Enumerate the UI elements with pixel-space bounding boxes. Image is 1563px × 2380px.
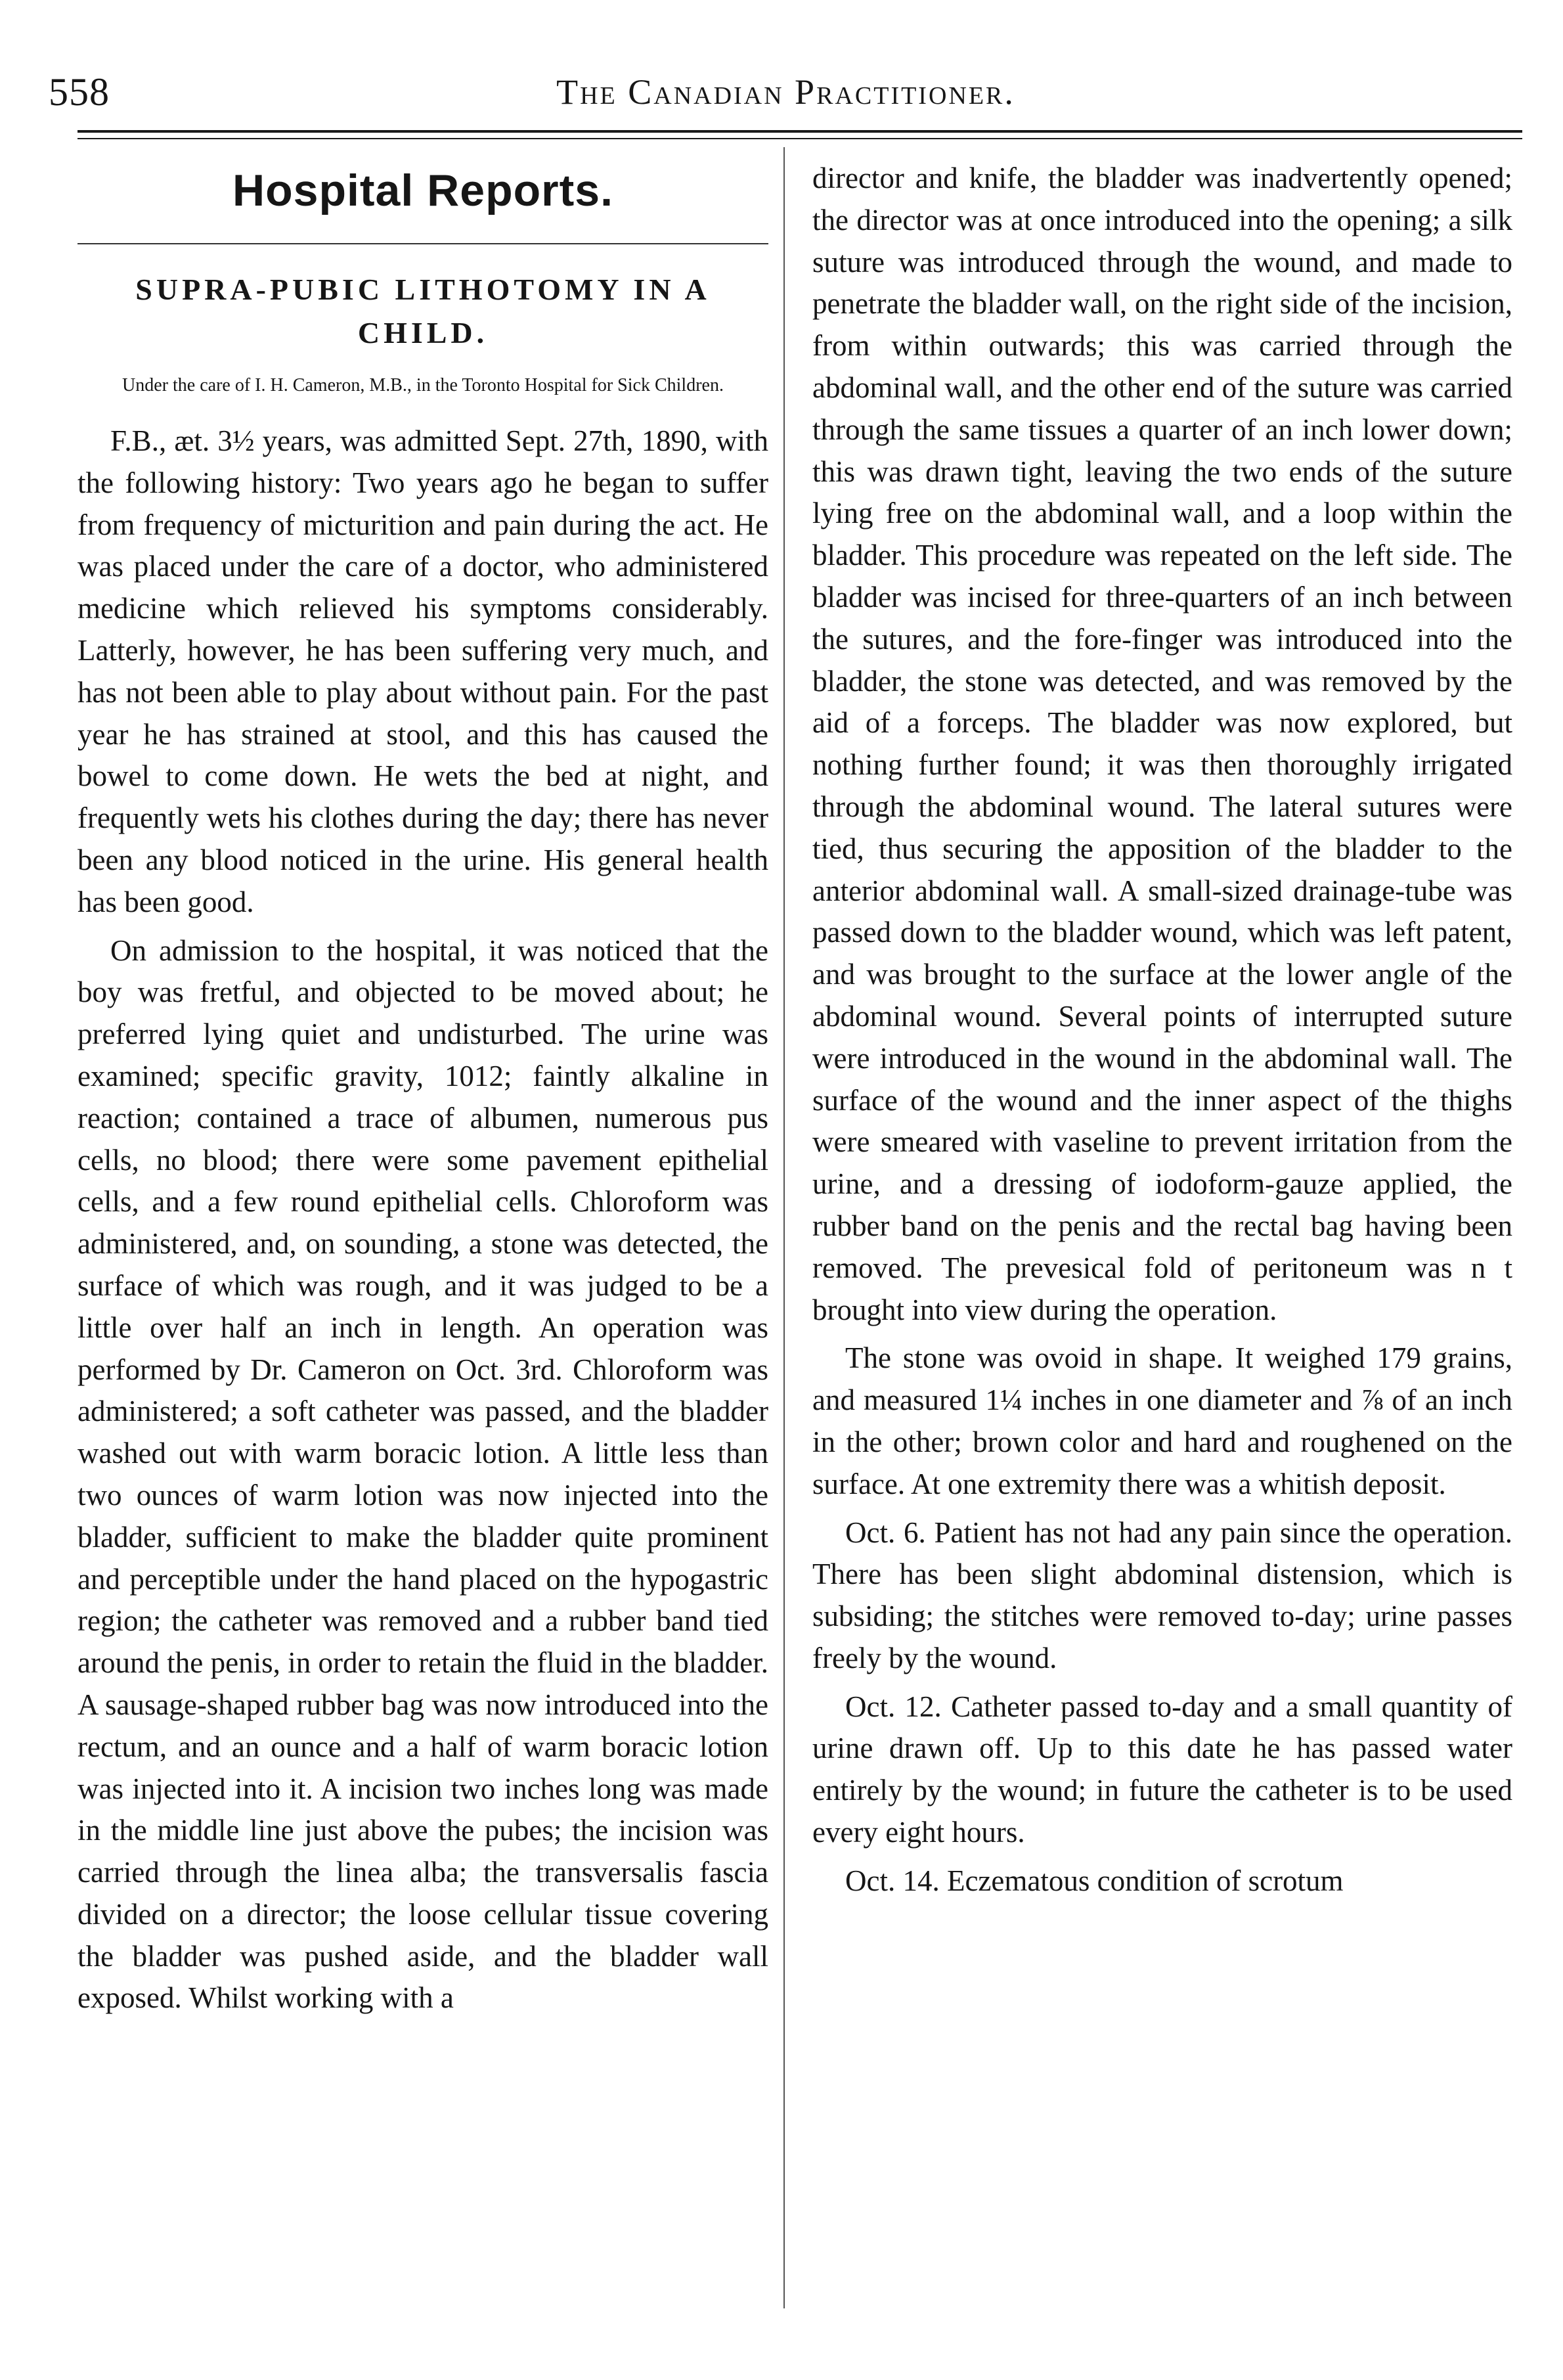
body-paragraph: On admission to the hospital, it was noticed that the boy was fretful, and objected to be moved about; he preferred lying quiet and undisturbed. The urine was examined; specific gravity, 1012; faintly alkaline in reaction; contained a trace of albumen, numerous pus cells, no blood; there were some pavement epithelial cells, and a few round epithelial cells. Chloroform was administered, and, on sounding, a stone was detected, the surface of which was rough, and it was judged to be a little over half an inch in length. An operation was performed by Dr. Cameron on Oct. 3rd. Chloroform was administered; a soft catheter was passed, and the bladder washed out with warm boracic lotion. A little less than two ounces of warm lotion was now injected into the bladder, sufficient to make the bladder quite prominent and perceptible under the hand placed on the hypogastric region; the catheter was removed and a rubber band tied around the penis, in order to retain the fluid in the bladder. A sausage-shaped rubber bag was now introduced into the rectum, and an ounce and a half of warm boracic lotion was injected into it. A incision two inches long was made in the middle line just above the pubes; the incision was carried through the linea alba; the transversalis fascia divided on a director; the loose cellular tissue covering the bladder was pushed aside, and the bladder wall exposed. Whilst working with a xyxy=(77,933,768,2015)
page-header xyxy=(49,66,1523,118)
article-title: SUPRA-PUBIC LITHOTOMY IN A CHILD. xyxy=(135,273,711,349)
left-column xyxy=(77,158,768,2019)
page-number: 558 xyxy=(49,70,110,114)
body-paragraph: Oct. 12. Catheter passed to-day and a small quantity of urine drawn off. Up to this date he has passed water entirely by the wound; in future the catheter is to be used every eight hours. xyxy=(812,1690,1512,1849)
running-title: The Canadian Practitioner. xyxy=(556,72,1015,112)
article-byline: Under the care of I. H. Cameron, M.B., in the Toronto Hospital for Sick Children. xyxy=(122,375,724,395)
header-double-rule xyxy=(77,130,1522,139)
section-rule xyxy=(77,243,768,244)
body-paragraph: F.B., æt. 3½ years, was admitted Sept. 27th, 1890, with the following history: Two years ago he began to suffer from frequency of micturition and pain during the act. He was placed under the care of a doctor, who administered medicine which relieved his symptoms considerably. Latterly, however, he has been suffering very much, and has not been able to play about without pain. For the past year he has strained at stool, and this has caused the bowel to come down. He wets the bed at night, and frequently wets his clothes during the day; there has never been any blood noticed in the urine. His general health has been good. xyxy=(77,424,768,918)
right-column xyxy=(812,158,1512,1902)
body-paragraph: Oct. 14. Eczematous condition of scrotum xyxy=(845,1864,1344,1897)
body-paragraph: The stone was ovoid in shape. It weighed 179 grains, and measured 1¼ inches in one diameter and ⅞ of an inch in the other; brown color and hard and roughened on the surface. At one extremity there was a whitish deposit. xyxy=(812,1341,1512,1500)
column-divider xyxy=(783,147,785,2308)
section-title: Hospital Reports. xyxy=(232,166,613,215)
body-paragraph-continued: director and knife, the bladder was inadvertently opened; the director was at once introduced into the opening; a silk suture was introduced through the wound, and made to penetrate the bladder wall, on the right side of the incision, from within outwards; this was carried through the abdominal wall, and the other end of the suture was carried through the same tissues a quarter of an inch lower down; this was drawn tight, leaving the two ends of the suture lying free on the abdominal wall, and a loop within the bladder. This procedure was repeated on the left side. The bladder was incised for three-quarters of an inch between the sutures, and the fore-finger was introduced into the bladder, the stone was detected, and was removed by the aid of a forceps. The bladder was now explored, but nothing further found; it was then thoroughly irrigated through the abdominal wound. The lateral sutures were tied, thus securing the apposition of the bladder to the anterior abdominal wall. A small-sized drainage-tube was passed down to the bladder wound, which was left patent, and was brought to the surface at the lower angle of the abdominal wound. Several points of interrupted suture were introduced in the wound in the abdominal wall. The surface of the wound and the inner aspect of the thighs were smeared with vaseline to prevent irritation from the urine, and a dressing of iodoform-gauze applied, the rubber band on the penis and the rectal bag having been removed. The prevesical fold of peritoneum was n t brought into view during the operation. xyxy=(812,162,1512,1326)
body-paragraph: Oct. 6. Patient has not had any pain since the operation. There has been slight abdominal distension, which is subsiding; the stitches were removed to-day; urine passes freely by the wound. xyxy=(812,1516,1512,1674)
